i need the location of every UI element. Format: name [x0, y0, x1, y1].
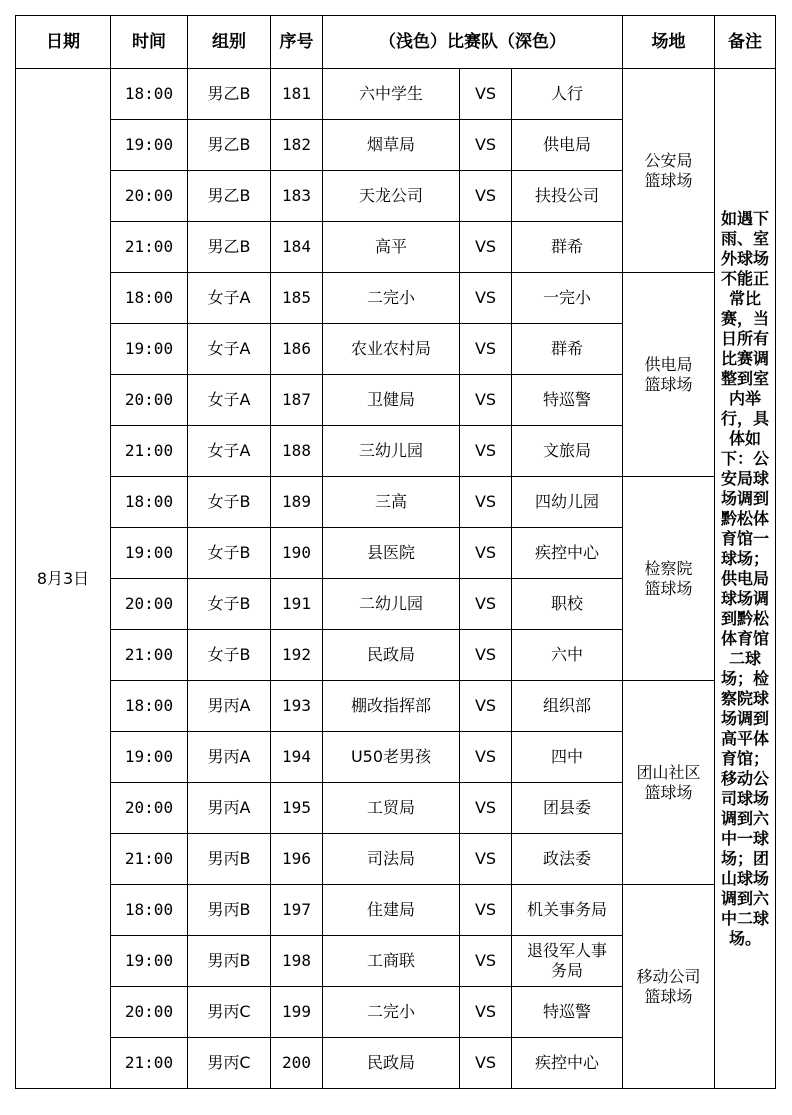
vs-label: VS — [460, 273, 512, 324]
away-team: 四中 — [512, 732, 623, 783]
header-venue: 场地 — [623, 16, 715, 69]
home-team: 六中学生 — [323, 69, 460, 120]
vs-label: VS — [460, 528, 512, 579]
table-row — [16, 69, 776, 120]
away-team: 组织部 — [512, 681, 623, 732]
vs-label: VS — [460, 936, 512, 987]
match-group: 男丙C — [188, 987, 271, 1038]
home-team: 烟草局 — [323, 120, 460, 171]
away-team: 机关事务局 — [512, 885, 623, 936]
home-team: 棚改指挥部 — [323, 681, 460, 732]
home-team: 住建局 — [323, 885, 460, 936]
table-row — [16, 477, 776, 528]
table-row — [16, 885, 776, 936]
match-time: 21:00 — [111, 1038, 188, 1089]
vs-label: VS — [460, 120, 512, 171]
away-team: 疾控中心 — [512, 1038, 623, 1089]
home-team: 农业农村局 — [323, 324, 460, 375]
match-time: 18:00 — [111, 477, 188, 528]
home-team: 工贸局 — [323, 783, 460, 834]
match-group: 男丙A — [188, 732, 271, 783]
match-group: 男丙B — [188, 936, 271, 987]
home-team: 民政局 — [323, 630, 460, 681]
match-group: 男丙C — [188, 1038, 271, 1089]
match-time: 20:00 — [111, 171, 188, 222]
match-seq: 200 — [271, 1038, 323, 1089]
match-seq: 187 — [271, 375, 323, 426]
match-group: 女子A — [188, 324, 271, 375]
match-group: 男乙B — [188, 69, 271, 120]
venue-cell: 供电局 篮球场 — [623, 273, 715, 477]
schedule-body — [16, 69, 776, 1089]
away-team: 扶投公司 — [512, 171, 623, 222]
away-team: 职校 — [512, 579, 623, 630]
match-group: 男乙B — [188, 171, 271, 222]
match-group: 女子B — [188, 630, 271, 681]
match-time: 21:00 — [111, 426, 188, 477]
match-group: 男丙B — [188, 885, 271, 936]
vs-label: VS — [460, 324, 512, 375]
vs-label: VS — [460, 477, 512, 528]
match-seq: 199 — [271, 987, 323, 1038]
match-time: 19:00 — [111, 936, 188, 987]
match-seq: 193 — [271, 681, 323, 732]
match-time: 18:00 — [111, 681, 188, 732]
schedule-table — [15, 15, 776, 1089]
away-team: 团县委 — [512, 783, 623, 834]
match-time: 21:00 — [111, 630, 188, 681]
home-team: 天龙公司 — [323, 171, 460, 222]
match-seq: 196 — [271, 834, 323, 885]
header-group: 组别 — [188, 16, 271, 69]
away-team: 群希 — [512, 324, 623, 375]
away-team: 供电局 — [512, 120, 623, 171]
away-team: 四幼儿园 — [512, 477, 623, 528]
match-seq: 185 — [271, 273, 323, 324]
rain-note: 如遇下雨、室外球场不能正常比赛，当日所有比赛调整到室内举行，具体如下：公安局球场调到黔松体育馆一球场；供电局球场调到黔松体育馆二球场；检察院球场调到高平体育馆；移动公司球场调到六中一球场；团山球场调到六中二球场。 — [715, 69, 776, 1089]
away-team: 群希 — [512, 222, 623, 273]
vs-label: VS — [460, 630, 512, 681]
vs-label: VS — [460, 783, 512, 834]
vs-label: VS — [460, 579, 512, 630]
match-seq: 182 — [271, 120, 323, 171]
header-note: 备注 — [715, 16, 776, 69]
vs-label: VS — [460, 681, 512, 732]
match-group: 女子B — [188, 477, 271, 528]
venue-cell: 检察院 篮球场 — [623, 477, 715, 681]
vs-label: VS — [460, 885, 512, 936]
match-time: 20:00 — [111, 375, 188, 426]
vs-label: VS — [460, 1038, 512, 1089]
header-seq: 序号 — [271, 16, 323, 69]
away-team: 文旅局 — [512, 426, 623, 477]
match-seq: 195 — [271, 783, 323, 834]
vs-label: VS — [460, 426, 512, 477]
vs-label: VS — [460, 375, 512, 426]
away-team: 人行 — [512, 69, 623, 120]
match-group: 男丙A — [188, 681, 271, 732]
match-time: 19:00 — [111, 324, 188, 375]
match-group: 男乙B — [188, 120, 271, 171]
home-team: 司法局 — [323, 834, 460, 885]
header-time: 时间 — [111, 16, 188, 69]
match-time: 18:00 — [111, 69, 188, 120]
match-time: 20:00 — [111, 783, 188, 834]
home-team: 高平 — [323, 222, 460, 273]
home-team: 县医院 — [323, 528, 460, 579]
vs-label: VS — [460, 222, 512, 273]
vs-label: VS — [460, 732, 512, 783]
match-seq: 190 — [271, 528, 323, 579]
home-team: 三幼儿园 — [323, 426, 460, 477]
header-date: 日期 — [16, 16, 111, 69]
header-row — [16, 16, 776, 69]
match-group: 男丙B — [188, 834, 271, 885]
away-team: 特巡警 — [512, 987, 623, 1038]
away-team: 特巡警 — [512, 375, 623, 426]
home-team: 卫健局 — [323, 375, 460, 426]
away-team: 六中 — [512, 630, 623, 681]
match-group: 女子A — [188, 426, 271, 477]
match-group: 女子A — [188, 273, 271, 324]
match-seq: 191 — [271, 579, 323, 630]
vs-label: VS — [460, 987, 512, 1038]
table-row — [16, 681, 776, 732]
away-team: 政法委 — [512, 834, 623, 885]
match-group: 女子B — [188, 579, 271, 630]
match-group: 男乙B — [188, 222, 271, 273]
home-team: 民政局 — [323, 1038, 460, 1089]
match-seq: 188 — [271, 426, 323, 477]
match-seq: 198 — [271, 936, 323, 987]
match-seq: 184 — [271, 222, 323, 273]
home-team: 二幼儿园 — [323, 579, 460, 630]
match-seq: 192 — [271, 630, 323, 681]
match-seq: 181 — [271, 69, 323, 120]
home-team: 三高 — [323, 477, 460, 528]
header-teams: （浅色）比赛队（深色） — [323, 16, 623, 69]
match-seq: 189 — [271, 477, 323, 528]
match-time: 19:00 — [111, 528, 188, 579]
match-date: 8月3日 — [16, 69, 111, 1089]
match-time: 18:00 — [111, 273, 188, 324]
venue-cell: 团山社区 篮球场 — [623, 681, 715, 885]
venue-cell: 公安局 篮球场 — [623, 69, 715, 273]
home-team: 工商联 — [323, 936, 460, 987]
away-team: 退役军人事 务局 — [512, 936, 623, 987]
match-time: 18:00 — [111, 885, 188, 936]
away-team: 疾控中心 — [512, 528, 623, 579]
match-group: 男丙A — [188, 783, 271, 834]
home-team: U50老男孩 — [323, 732, 460, 783]
vs-label: VS — [460, 69, 512, 120]
venue-cell: 移动公司 篮球场 — [623, 885, 715, 1089]
match-seq: 186 — [271, 324, 323, 375]
match-time: 19:00 — [111, 120, 188, 171]
match-time: 20:00 — [111, 987, 188, 1038]
vs-label: VS — [460, 834, 512, 885]
match-group: 女子B — [188, 528, 271, 579]
table-row — [16, 273, 776, 324]
match-time: 20:00 — [111, 579, 188, 630]
home-team: 二完小 — [323, 987, 460, 1038]
match-seq: 197 — [271, 885, 323, 936]
match-seq: 183 — [271, 171, 323, 222]
match-time: 21:00 — [111, 222, 188, 273]
match-time: 19:00 — [111, 732, 188, 783]
match-time: 21:00 — [111, 834, 188, 885]
vs-label: VS — [460, 171, 512, 222]
away-team: 一完小 — [512, 273, 623, 324]
match-seq: 194 — [271, 732, 323, 783]
match-group: 女子A — [188, 375, 271, 426]
home-team: 二完小 — [323, 273, 460, 324]
